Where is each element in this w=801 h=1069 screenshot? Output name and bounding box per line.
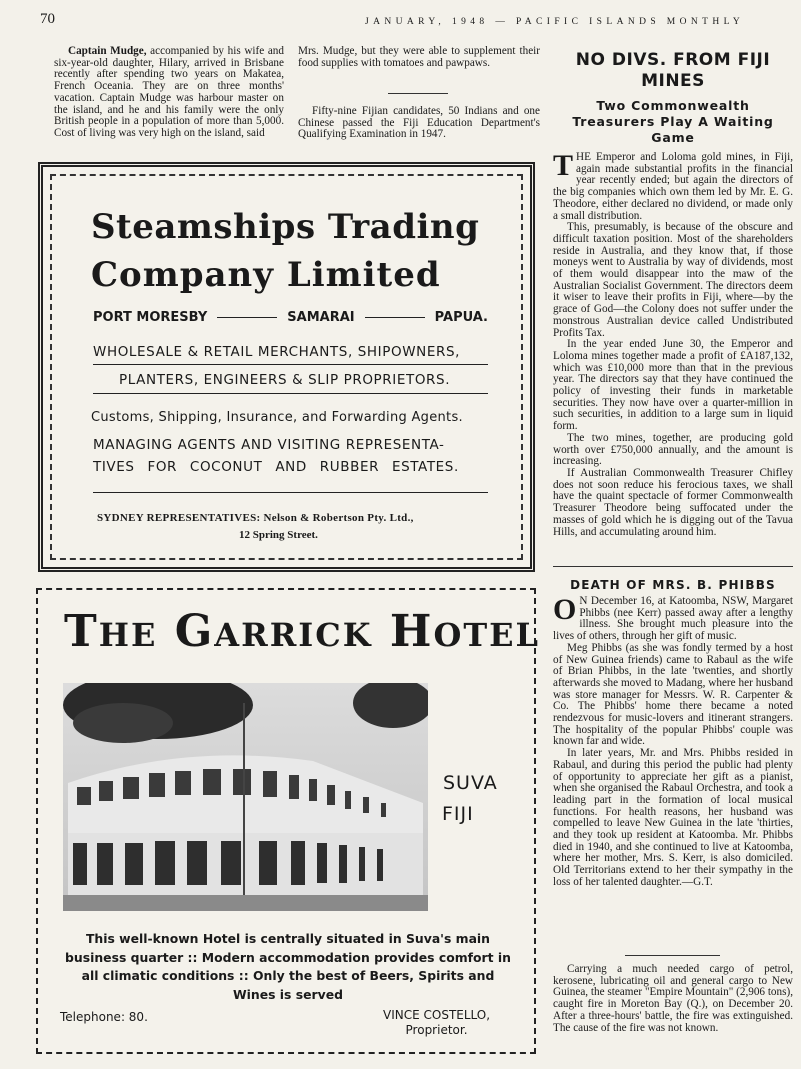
mines-para-5: If Australian Commonwealth Treasurer Chifley does not soon reduce his ferocious taxes, we shall have the quaint spectacle of former Commonwealth Treasurer Theodore being suffocated under the masses of gold which he is digging out of the Tavua Hills, and accumulating around him. <box>553 466 793 538</box>
mudge-body: accompanied by his wife and six-year-old daughter, Hilary, arrived in Brisbane recently after spending two years on Makatea, French Oceania. They are on three months' vacation. Captain Mudge was harbour master on the island, and he and his family were the only British people in a population of more than 5,000. Cost of living was very high on the island, said <box>54 45 284 139</box>
column-divider <box>553 566 793 567</box>
location-dash <box>217 317 277 318</box>
steamships-rule <box>93 393 488 394</box>
running-head: JANUARY, 1948 — PACIFIC ISLANDS MONTHLY <box>365 17 745 27</box>
fire-paragraph: Carrying a much needed cargo of petrol, kerosene, lubricating oil and general cargo to New Guinea, the steamer "Empire Mountain" (2,906 tons), caught fire in Moreton Bay (Q.), on December 20. After a three-hours' battle, the fire was extinguished. The cause of the fire was not known. <box>553 963 793 1034</box>
mudge-continuation: Mrs. Mudge, but they were able to supplement their food supplies with tomatoes and pawpaws. <box>298 45 540 69</box>
short-divider <box>388 93 448 94</box>
mudge-lead: Captain Mudge, <box>68 45 147 57</box>
steamships-advertisement <box>38 162 535 572</box>
hotel-photo-illustration <box>63 683 428 911</box>
steamships-managing-1: MANAGING AGENTS AND VISITING REPRESENTA- <box>93 437 445 453</box>
garrick-advertisement <box>36 588 541 1054</box>
mines-headline: NO DIVS. FROM FIJI MINES <box>575 50 771 91</box>
mines-para-2: This, presumably, is because of the obscure and difficult taxation position. Most of the shareholders reside in Australia, and they know that, if those moneys went to Australia by way of dividends, most of them would disappear into the maw of the Australian Socialist Government. The directors deem it wiser to leave their profits in Fiji, where—by the grace of God—the Colony does not suffer under the monstrous Australian device called Undistributed Profits Tax. <box>553 221 793 339</box>
short-divider-2 <box>625 955 720 956</box>
steamships-wholesale: WHOLESALE & RETAIL MERCHANTS, SHIPOWNERS, <box>93 344 461 360</box>
fiji-education-text: Fifty-nine Fijian candidates, 50 Indians and one Chinese passed the Fiji Education Department's Qualifying Examination in 1947. <box>298 105 540 141</box>
phibbs-para-3: In later years, Mr. and Mrs. Phibbs resided in Rabaul, and during this period the public had plenty of opportunity to appreciate her gift as a pianist, when she organised the Rabaul Orchestra, and took a leading part in the formation of local musical functions. For health reasons, her husband was compelled to leave New Guinea in the late 'thirties, and they took up resident at Katoomba. Mr. Phibbs died in 1940, and she continued to live at Katoomba, where her mother, Mrs. S. Kerr, is also domiciled. Old Territorians extend to her their sympathy in the loss of her talented daughter.—G.T. <box>553 747 793 888</box>
phibbs-article <box>553 578 793 889</box>
mines-para-3: In the year ended June 30, the Emperor and Loloma mines together made a profit of £A187,132, which was £10,000 more than that in the previous year. The directors say that they have continued the policy of investing their funds in marketable securities. They now have over a quarter-million in such securities, in addition to a large sum in liquid form. <box>553 338 793 433</box>
steamships-rule <box>93 492 488 493</box>
mines-article <box>553 50 793 538</box>
steamships-title-line1: Steamships Trading <box>91 207 480 247</box>
phibbs-body <box>553 593 793 889</box>
location-dash <box>365 317 425 318</box>
steamships-sydney: SYDNEY REPRESENTATIVES: Nelson & Robertson Pty. Ltd., <box>97 512 414 524</box>
proprietor-name: VINCE COSTELLO, <box>383 1008 491 1022</box>
mines-subhead: Two Commonwealth Treasurers Play A Waiting Game <box>572 98 774 145</box>
mines-para-1: HE Emperor and Loloma gold mines, in Fiji, again made substantial profits in the financial year recently ended; but again the directors of the big companies which own them led by Mr. E. G. Theodore, either declared no dividend, or made only a small distribution. <box>553 151 793 222</box>
page-number: 70 <box>40 11 55 27</box>
hotel-telephone: Telephone: 80. <box>60 1010 148 1024</box>
hotel-country: FIJI <box>442 803 474 825</box>
fiji-education-paragraph <box>298 106 540 141</box>
mines-body <box>553 149 793 538</box>
hotel-city: SUVA <box>443 772 498 794</box>
mines-dropcap: T <box>553 149 574 182</box>
steamships-planters: PLANTERS, ENGINEERS & SLIP PROPRIETORS. <box>119 372 451 388</box>
steamships-address: 12 Spring Street. <box>239 529 318 541</box>
middle-column <box>298 46 540 69</box>
proprietor-title: Proprietor. <box>405 1023 468 1037</box>
hotel-photo <box>63 683 428 911</box>
steamships-locations <box>93 310 488 325</box>
phibbs-dropcap: O <box>553 593 577 626</box>
phibbs-para-1: N December 16, at Katoomba, NSW, Margaret Phibbs (nee Kerr) passed away after a lengthy illness. She brought much pleasure into the lives of others, through her gift of music. <box>553 595 793 643</box>
steamships-customs: Customs, Shipping, Insurance, and Forwarding Agents. <box>91 410 463 425</box>
mudge-paragraph <box>54 46 284 140</box>
mines-para-4: The two mines, together, are producing gold worth over £750,000 annually, and the amount is increasing. <box>553 431 793 468</box>
hotel-description: This well-known Hotel is centrally situated in Suva's main business quarter :: Modern accommodation provides comfort in all climatic conditions :: Only the best of Beers, Spirits and Wines is served <box>65 931 511 1002</box>
steamships-title-line2: Company Limited <box>91 255 441 295</box>
location-port-moresby: PORT MORESBY <box>93 310 208 325</box>
phibbs-para-2: Meg Phibbs (as she was fondly termed by a host of New Guinea friends) came to Rabaul as the wife of Brian Phibbs, in the late 'twenties, and shortly afterwards she moved to Madang, where her husband was store manager for Messrs. W. R. Carpenter & Co. The Phibbs' home there became a noted rendezvous for music-lovers and itinerant strangers. The hospitality of the popular Phibbs' couple was known far and wide. <box>553 641 793 748</box>
location-samarai: SAMARAI <box>287 310 355 325</box>
phibbs-headline: DEATH OF MRS. B. PHIBBS <box>570 578 776 592</box>
hotel-proprietor <box>383 1008 490 1038</box>
fire-article <box>553 964 793 1034</box>
garrick-title: THE GARRICK HOTEL <box>64 606 541 657</box>
steamships-rule <box>93 364 488 365</box>
steamships-managing-2: TIVES FOR COCONUT AND RUBBER ESTATES. <box>93 459 459 475</box>
location-papua: PAPUA. <box>434 310 488 325</box>
